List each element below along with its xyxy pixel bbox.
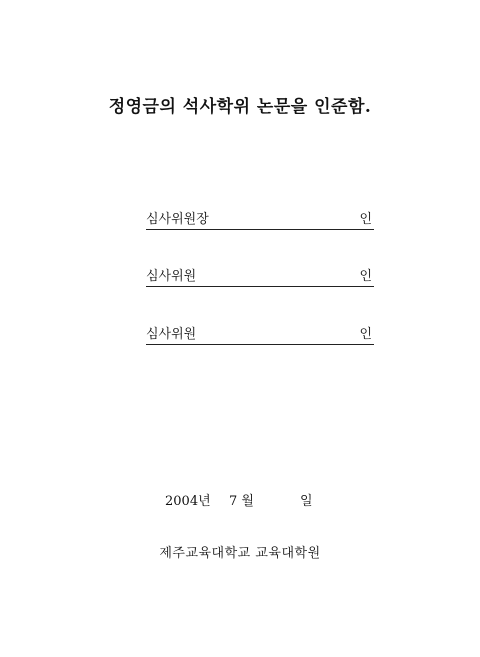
seal-mark: 인 [359,327,372,342]
signature-row-chair [146,208,374,230]
seal-mark: 인 [359,269,372,284]
signature-line [146,344,374,345]
institution-name: 제주교육대학교 교육대학원 [159,546,321,561]
date-day: 일 [300,494,313,509]
date-year: 2004년 [165,494,211,509]
signature-row-member-2 [146,323,374,345]
certification-title: 정영금의 석사학위 논문을 인준함. [108,97,372,117]
signature-line [146,229,374,230]
signature-line [146,286,374,287]
committee-role-label: 심사위원 [146,269,197,284]
seal-mark: 인 [359,212,372,227]
committee-role-label: 심사위원장 [146,212,209,227]
signature-row-member-1 [146,265,374,287]
committee-role-label: 심사위원 [146,327,197,342]
date-month: 7 월 [229,494,254,509]
